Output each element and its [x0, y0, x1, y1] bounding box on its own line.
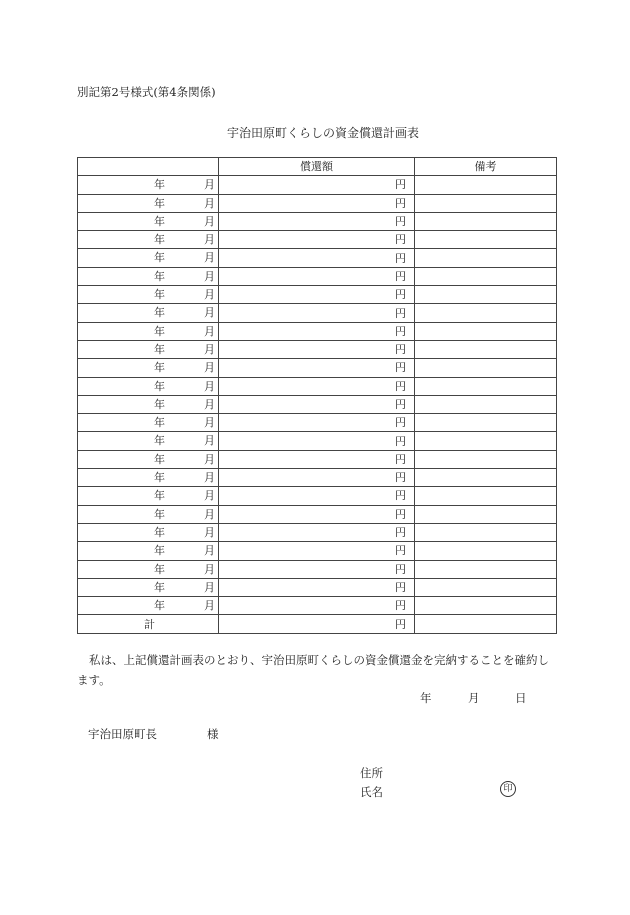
- amount-cell[interactable]: 円: [219, 322, 415, 340]
- table-header-row: [78, 158, 557, 176]
- form-number: 別記第2号様式(第4条関係): [77, 85, 216, 99]
- year-label: 年: [154, 599, 165, 613]
- year-label: 年: [154, 196, 165, 210]
- remarks-cell[interactable]: [415, 176, 557, 194]
- header-date: [78, 158, 219, 176]
- table-row: [78, 231, 557, 249]
- year-label: 年: [154, 544, 165, 558]
- remarks-cell[interactable]: [415, 597, 557, 615]
- month-label: 月: [204, 489, 215, 503]
- remarks-cell[interactable]: [415, 432, 557, 450]
- remarks-cell[interactable]: [415, 249, 557, 267]
- amount-cell[interactable]: 円: [219, 395, 415, 413]
- amount-cell[interactable]: 円: [219, 286, 415, 304]
- month-label: 月: [204, 471, 215, 485]
- total-remarks-cell[interactable]: [415, 615, 557, 633]
- table-row: [78, 176, 557, 194]
- month-label: 月: [204, 269, 215, 283]
- date-cell[interactable]: [78, 286, 219, 304]
- date-cell[interactable]: [78, 432, 219, 450]
- month-label: 月: [204, 288, 215, 302]
- date-cell[interactable]: [78, 267, 219, 285]
- total-amount-cell[interactable]: 円: [219, 615, 415, 633]
- remarks-cell[interactable]: [415, 304, 557, 322]
- date-cell[interactable]: [78, 523, 219, 541]
- remarks-cell[interactable]: [415, 377, 557, 395]
- amount-cell[interactable]: 円: [219, 194, 415, 212]
- table-row: [78, 359, 557, 377]
- table-row: [78, 286, 557, 304]
- remarks-cell[interactable]: [415, 194, 557, 212]
- year-label: 年: [154, 397, 165, 411]
- remarks-cell[interactable]: [415, 286, 557, 304]
- remarks-cell[interactable]: [415, 322, 557, 340]
- amount-cell[interactable]: 円: [219, 578, 415, 596]
- month-label: 月: [204, 397, 215, 411]
- table-row: [78, 578, 557, 596]
- amount-cell[interactable]: 円: [219, 267, 415, 285]
- date-cell[interactable]: [78, 304, 219, 322]
- honorific: 様: [207, 727, 219, 741]
- seal-mark: 印: [500, 781, 516, 797]
- year-label: 年: [154, 507, 165, 521]
- month-label: 月: [204, 599, 215, 613]
- month-label: 月: [204, 544, 215, 558]
- table-row: [78, 560, 557, 578]
- month-label: 月: [204, 214, 215, 228]
- name-label: 氏名: [360, 785, 383, 799]
- remarks-cell[interactable]: [415, 487, 557, 505]
- month-label: 月: [204, 324, 215, 338]
- month-label: 月: [204, 452, 215, 466]
- table-row: [78, 194, 557, 212]
- year-label: 年: [154, 324, 165, 338]
- date-cell[interactable]: [78, 450, 219, 468]
- table-row: [78, 469, 557, 487]
- month-label: 月: [204, 434, 215, 448]
- amount-cell[interactable]: 円: [219, 505, 415, 523]
- month-label: 月: [204, 251, 215, 265]
- year-label: 年: [154, 269, 165, 283]
- total-label: 計: [78, 615, 219, 633]
- year-label: 年: [154, 361, 165, 375]
- date-cell[interactable]: [78, 231, 219, 249]
- remarks-cell[interactable]: [415, 231, 557, 249]
- table-row: [78, 505, 557, 523]
- remarks-cell[interactable]: [415, 578, 557, 596]
- amount-cell[interactable]: 円: [219, 432, 415, 450]
- year-label: 年: [154, 379, 165, 393]
- amount-cell[interactable]: 円: [219, 597, 415, 615]
- month-label: 月: [204, 196, 215, 210]
- table-row: [78, 340, 557, 358]
- remarks-cell[interactable]: [415, 414, 557, 432]
- table-row: [78, 322, 557, 340]
- table-row: [78, 377, 557, 395]
- remarks-cell[interactable]: [415, 469, 557, 487]
- amount-cell[interactable]: 円: [219, 340, 415, 358]
- month-label: 月: [204, 379, 215, 393]
- date-cell[interactable]: [78, 359, 219, 377]
- month-label: 月: [204, 233, 215, 247]
- date-year-label: 年: [420, 691, 432, 705]
- table-row: [78, 212, 557, 230]
- year-label: 年: [154, 580, 165, 594]
- table-row: [78, 542, 557, 560]
- address-label: 住所: [360, 766, 383, 780]
- month-label: 月: [204, 306, 215, 320]
- year-label: 年: [154, 306, 165, 320]
- date-cell[interactable]: [78, 542, 219, 560]
- year-label: 年: [154, 214, 165, 228]
- month-label: 月: [204, 580, 215, 594]
- table-row: [78, 487, 557, 505]
- amount-cell[interactable]: 円: [219, 359, 415, 377]
- year-label: 年: [154, 452, 165, 466]
- date-cell[interactable]: [78, 414, 219, 432]
- remarks-cell[interactable]: [415, 212, 557, 230]
- table-row: [78, 267, 557, 285]
- date-cell[interactable]: [78, 377, 219, 395]
- total-row: [78, 615, 557, 633]
- year-label: 年: [154, 562, 165, 576]
- year-label: 年: [154, 489, 165, 503]
- date-cell[interactable]: [78, 487, 219, 505]
- addressee: 宇治田原町長: [88, 727, 157, 741]
- header-remarks: 備考: [415, 158, 557, 176]
- remarks-cell[interactable]: [415, 340, 557, 358]
- year-label: 年: [154, 434, 165, 448]
- amount-cell[interactable]: 円: [219, 560, 415, 578]
- schedule-body: [78, 176, 557, 615]
- month-label: 月: [204, 562, 215, 576]
- table-row: [78, 432, 557, 450]
- month-label: 月: [204, 342, 215, 356]
- date-cell[interactable]: [78, 469, 219, 487]
- remarks-cell[interactable]: [415, 560, 557, 578]
- date-cell[interactable]: [78, 395, 219, 413]
- date-cell[interactable]: [78, 505, 219, 523]
- date-cell[interactable]: [78, 340, 219, 358]
- month-label: 月: [204, 507, 215, 521]
- date-cell[interactable]: [78, 560, 219, 578]
- year-label: 年: [154, 288, 165, 302]
- table-row: [78, 523, 557, 541]
- date-cell[interactable]: [78, 597, 219, 615]
- amount-cell[interactable]: 円: [219, 249, 415, 267]
- year-label: 年: [154, 471, 165, 485]
- year-label: 年: [154, 416, 165, 430]
- year-label: 年: [154, 233, 165, 247]
- table-row: [78, 249, 557, 267]
- year-label: 年: [154, 178, 165, 192]
- date-cell[interactable]: [78, 194, 219, 212]
- remarks-cell[interactable]: [415, 505, 557, 523]
- amount-cell[interactable]: 円: [219, 231, 415, 249]
- amount-cell[interactable]: 円: [219, 523, 415, 541]
- date-cell[interactable]: [78, 578, 219, 596]
- amount-cell[interactable]: 円: [219, 450, 415, 468]
- remarks-cell[interactable]: [415, 523, 557, 541]
- remarks-cell[interactable]: [415, 450, 557, 468]
- date-cell[interactable]: [78, 176, 219, 194]
- amount-cell[interactable]: 円: [219, 487, 415, 505]
- year-label: 年: [154, 342, 165, 356]
- amount-cell[interactable]: 円: [219, 542, 415, 560]
- amount-cell[interactable]: 円: [219, 176, 415, 194]
- date-day-label: 日: [515, 691, 527, 705]
- amount-cell[interactable]: 円: [219, 414, 415, 432]
- month-label: 月: [204, 178, 215, 192]
- repayment-schedule-table: [77, 157, 557, 634]
- amount-cell[interactable]: 円: [219, 212, 415, 230]
- year-label: 年: [154, 251, 165, 265]
- table-row: [78, 597, 557, 615]
- date-cell[interactable]: [78, 212, 219, 230]
- table-row: [78, 395, 557, 413]
- header-amount: 償還額: [219, 158, 415, 176]
- pledge-statement: 私は、上記償還計画表のとおり、宇治田原町くらしの資金償還金を完納することを確約します。: [77, 653, 549, 687]
- date-month-label: 月: [468, 691, 480, 705]
- document-title: 宇治田原町くらしの資金償還計画表: [226, 126, 419, 140]
- remarks-cell[interactable]: [415, 542, 557, 560]
- month-label: 月: [204, 361, 215, 375]
- month-label: 月: [204, 416, 215, 430]
- amount-cell[interactable]: 円: [219, 377, 415, 395]
- amount-cell[interactable]: 円: [219, 469, 415, 487]
- table-row: [78, 304, 557, 322]
- table-row: [78, 450, 557, 468]
- month-label: 月: [204, 525, 215, 539]
- year-label: 年: [154, 525, 165, 539]
- date-cell[interactable]: [78, 249, 219, 267]
- remarks-cell[interactable]: [415, 359, 557, 377]
- amount-cell[interactable]: 円: [219, 304, 415, 322]
- date-cell[interactable]: [78, 322, 219, 340]
- remarks-cell[interactable]: [415, 395, 557, 413]
- remarks-cell[interactable]: [415, 267, 557, 285]
- table-row: [78, 414, 557, 432]
